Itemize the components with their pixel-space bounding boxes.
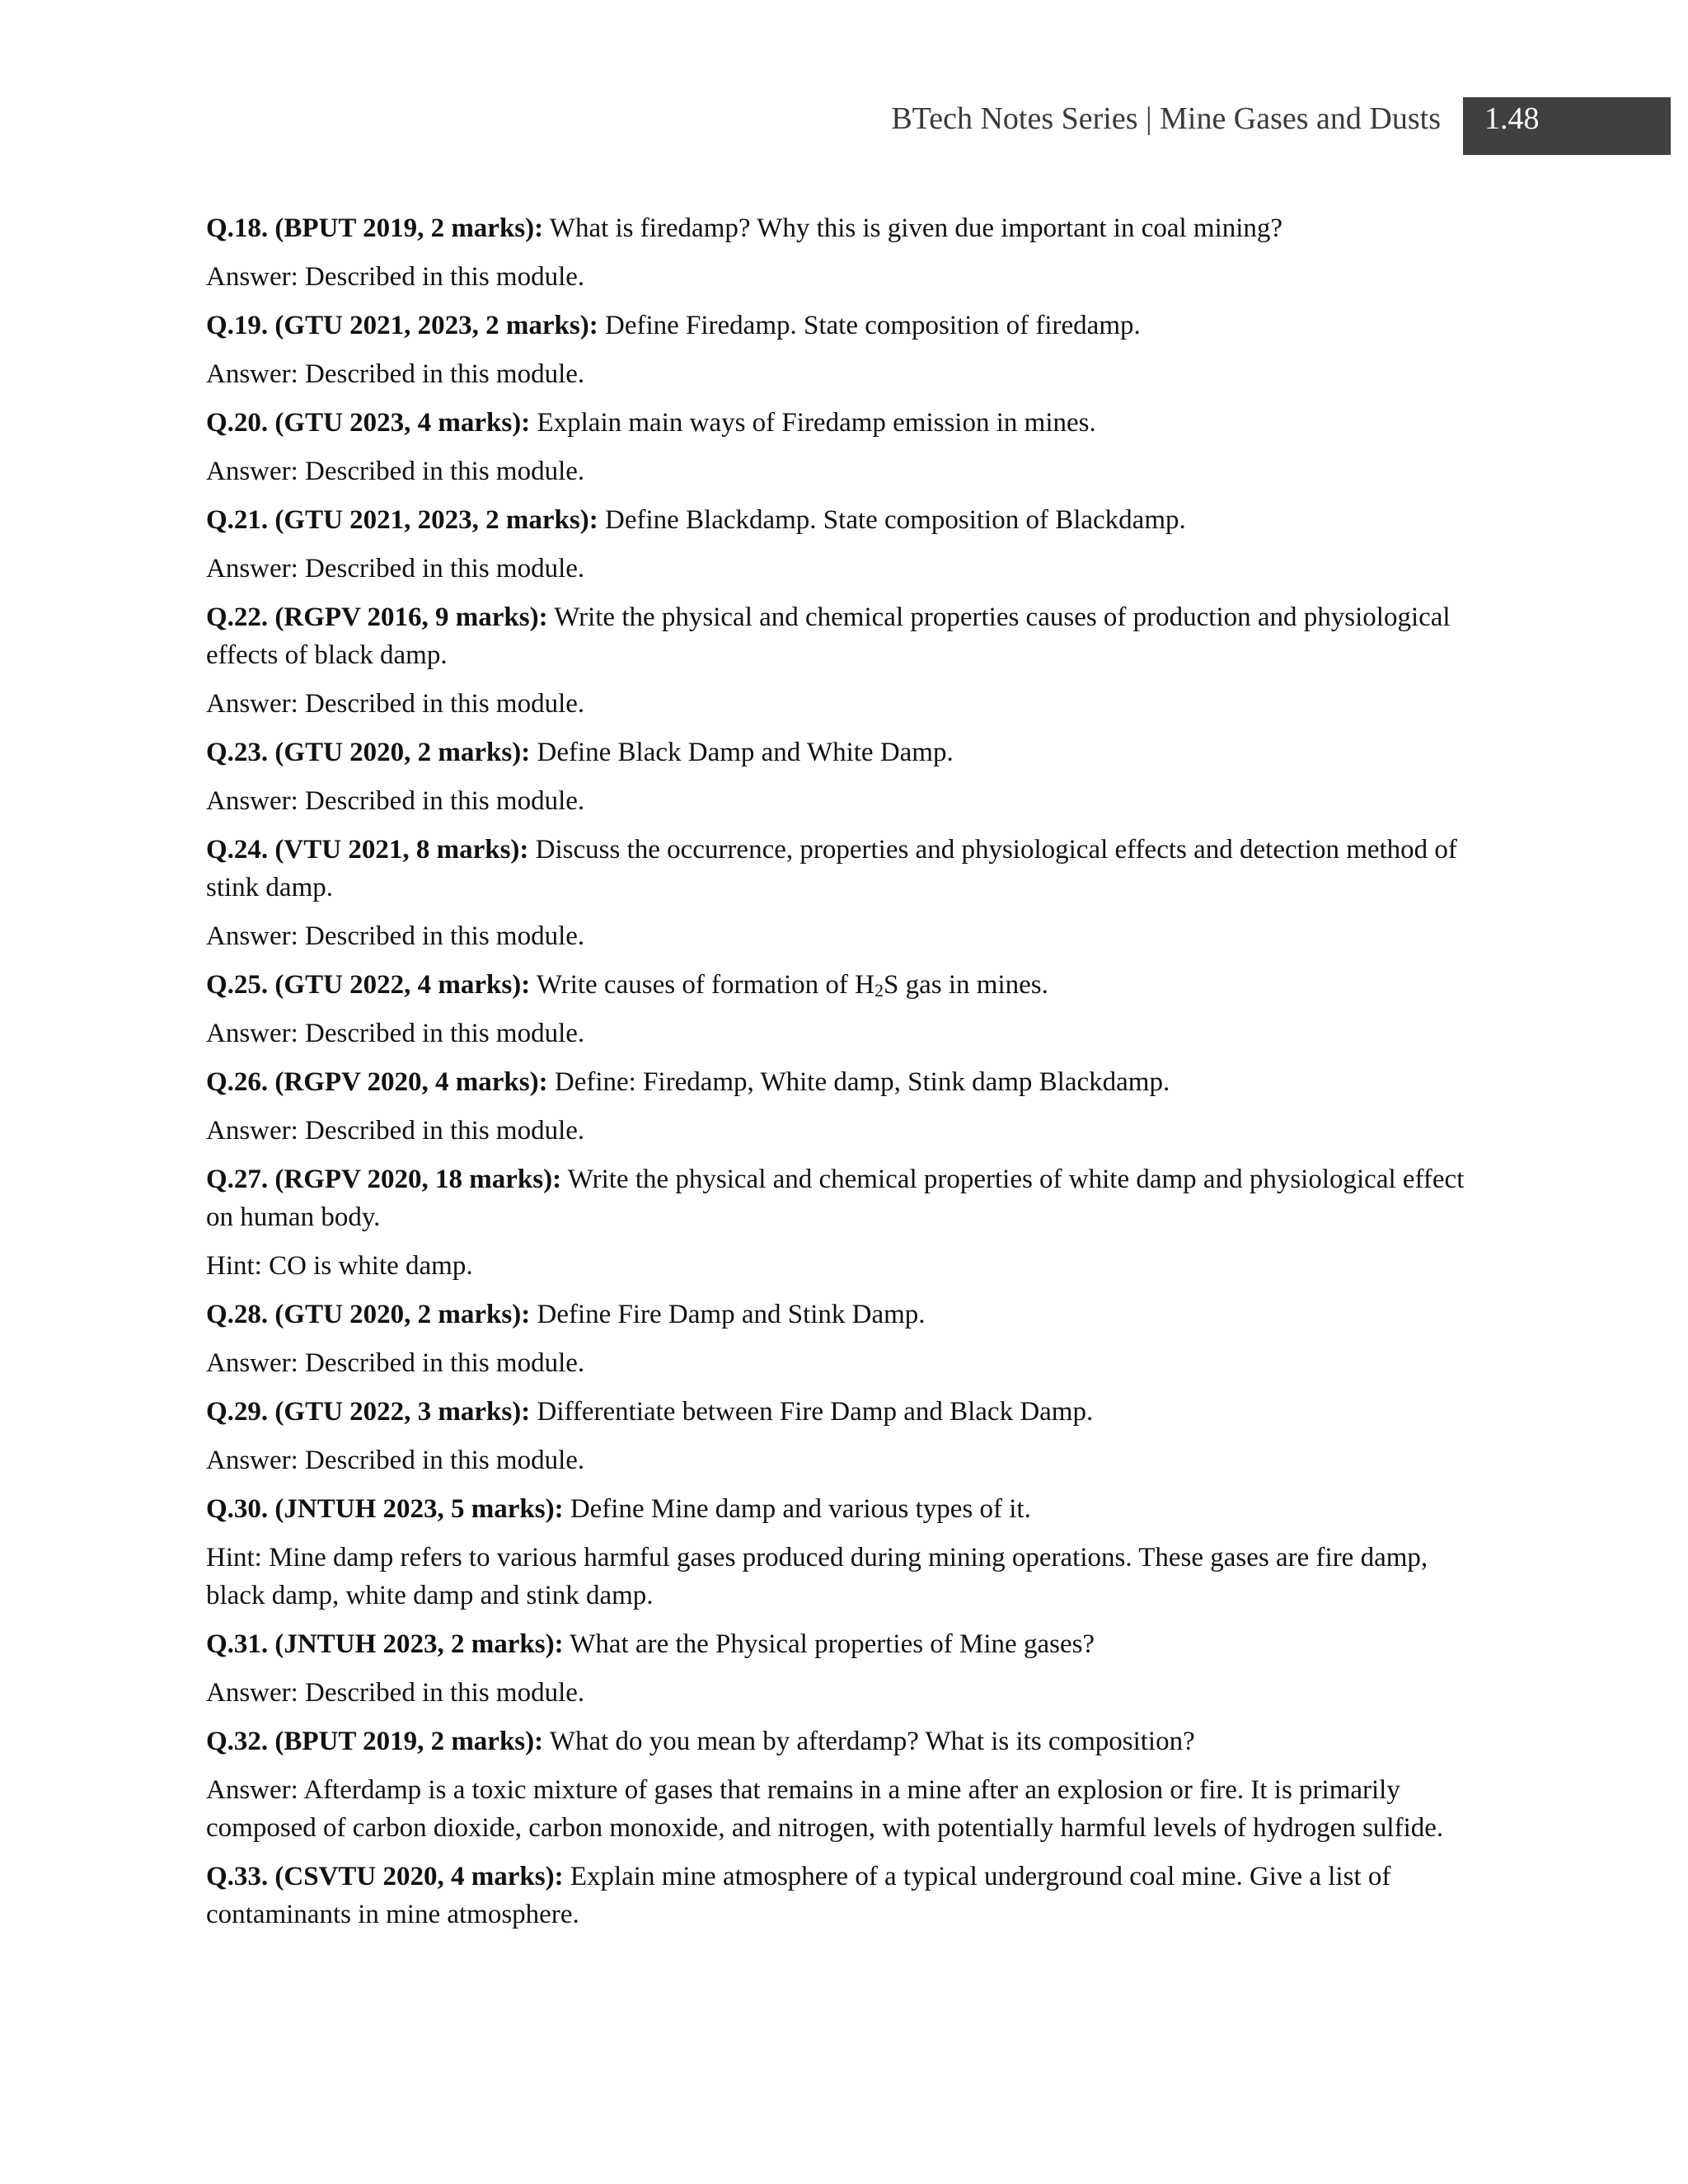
header-title: BTech Notes Series | Mine Gases and Dusts [891, 101, 1441, 136]
answer: Answer: Described in this module. [206, 1678, 585, 1708]
qa-entry-30 [206, 1490, 1471, 1615]
question [206, 831, 1471, 907]
answer: Answer: Described in this module. [206, 554, 585, 583]
question-label: Q.28. (GTU 2020, 2 marks): [206, 1300, 531, 1329]
question-label: Q.22. (RGPV 2016, 9 marks): [206, 602, 548, 632]
question-label: Q.29. (GTU 2022, 3 marks): [206, 1397, 531, 1427]
hint: Hint: CO is white damp. [206, 1251, 473, 1281]
question-text: What is firedamp? Why this is given due important in coal mining? [543, 213, 1283, 243]
question-label: Q.18. (BPUT 2019, 2 marks): [206, 213, 544, 243]
question-label: Q.25. (GTU 2022, 4 marks): [206, 970, 531, 1000]
question [206, 1490, 1471, 1528]
question-text: What are the Physical properties of Mine gases? [563, 1629, 1095, 1659]
question-text: Discuss the occurrence, properties and physiological effects and detection method of stink damp. [206, 835, 1457, 902]
qa-entry-31 [206, 1625, 1471, 1712]
question-text: Write the physical and chemical properties of white damp and physiological effect on human body. [206, 1165, 1465, 1232]
subscript: 2 [874, 980, 884, 1001]
question-label: Q.27. (RGPV 2020, 18 marks): [206, 1165, 562, 1194]
question [206, 404, 1471, 442]
question [206, 966, 1471, 1004]
question-label: Q.31. (JNTUH 2023, 2 marks): [206, 1629, 564, 1659]
question-label: Q.30. (JNTUH 2023, 5 marks): [206, 1494, 564, 1524]
qa-entry-27 [206, 1160, 1471, 1285]
question [206, 733, 1471, 771]
question-text: What do you mean by afterdamp? What is its composition? [543, 1727, 1195, 1756]
question-text: Define Blackdamp. State composition of Blackdamp. [598, 505, 1186, 535]
question [206, 1625, 1471, 1663]
qa-entry-18 [206, 209, 1471, 296]
question [206, 1722, 1471, 1760]
question-label: Q.32. (BPUT 2019, 2 marks): [206, 1727, 544, 1756]
answer: Answer: Described in this module. [206, 786, 585, 816]
page-header [0, 97, 1688, 155]
question-label: Q.20. (GTU 2023, 4 marks): [206, 408, 531, 438]
question-label: Q.19. (GTU 2021, 2023, 2 marks): [206, 311, 598, 340]
question-text-tail: S gas in mines. [884, 970, 1048, 1000]
question [206, 1296, 1471, 1333]
qa-entry-25 [206, 966, 1471, 1052]
question-text: Define Firedamp. State composition of firedamp. [598, 311, 1141, 340]
question [206, 209, 1471, 247]
answer: Answer: Afterdamp is a toxic mixture of gases that remains in a mine after an explosion or fire. It is primarily composed of carbon dioxide, carbon monoxide, and nitrogen, with potentially harmful levels of hydrogen sulfide. [206, 1775, 1444, 1843]
qa-entry-28 [206, 1296, 1471, 1382]
question-text: Differentiate between Fire Damp and Black Damp. [530, 1397, 1094, 1427]
question-label: Q.23. (GTU 2020, 2 marks): [206, 738, 531, 767]
qa-entry-33 [206, 1858, 1471, 1933]
qa-entry-21 [206, 501, 1471, 588]
qa-entry-20 [206, 404, 1471, 490]
question [206, 501, 1471, 539]
question-text: Explain main ways of Firedamp emission in mines. [530, 408, 1096, 438]
qa-entry-22 [206, 598, 1471, 723]
question [206, 1160, 1471, 1236]
answer: Answer: Described in this module. [206, 359, 585, 389]
answer: Answer: Described in this module. [206, 1019, 585, 1048]
question-text: Explain mine atmosphere of a typical underground coal mine. Give a list of contaminants in mine atmosphere. [206, 1862, 1391, 1929]
qa-entry-19 [206, 307, 1471, 393]
question [206, 1393, 1471, 1431]
question-list [206, 209, 1471, 1944]
question-text: Define: Firedamp, White damp, Stink damp Blackdamp. [547, 1067, 1170, 1097]
qa-entry-23 [206, 733, 1471, 820]
question-label: Q.24. (VTU 2021, 8 marks): [206, 835, 529, 865]
answer: Answer: Described in this module. [206, 262, 585, 292]
answer: Answer: Described in this module. [206, 1116, 585, 1146]
answer: Answer: Described in this module. [206, 457, 585, 486]
question-text: Define Fire Damp and Stink Damp. [530, 1300, 926, 1329]
question-label: Q.33. (CSVTU 2020, 4 marks): [206, 1862, 564, 1891]
question [206, 307, 1471, 344]
question-text: Define Mine damp and various types of it. [563, 1494, 1031, 1524]
question-label: Q.21. (GTU 2021, 2023, 2 marks): [206, 505, 598, 535]
question-label: Q.26. (RGPV 2020, 4 marks): [206, 1067, 548, 1097]
question-text: Write causes of formation of H [530, 970, 875, 1000]
answer: Answer: Described in this module. [206, 921, 585, 951]
answer: Answer: Described in this module. [206, 1348, 585, 1378]
page-number-box [1463, 97, 1671, 155]
qa-entry-24 [206, 831, 1471, 955]
answer: Answer: Described in this module. [206, 689, 585, 719]
qa-entry-26 [206, 1063, 1471, 1150]
question [206, 1858, 1471, 1933]
answer: Answer: Described in this module. [206, 1446, 585, 1475]
question [206, 1063, 1471, 1101]
qa-entry-32 [206, 1722, 1471, 1847]
page-number: 1.48 [1484, 101, 1540, 136]
hint: Hint: Mine damp refers to various harmful gases produced during mining operations. These gases are fire damp, black damp, white damp and stink damp. [206, 1543, 1428, 1610]
question-text: Write the physical and chemical properties causes of production and physiological effects of black damp. [206, 602, 1451, 670]
question [206, 598, 1471, 674]
question-text: Define Black Damp and White Damp. [530, 738, 954, 767]
qa-entry-29 [206, 1393, 1471, 1479]
